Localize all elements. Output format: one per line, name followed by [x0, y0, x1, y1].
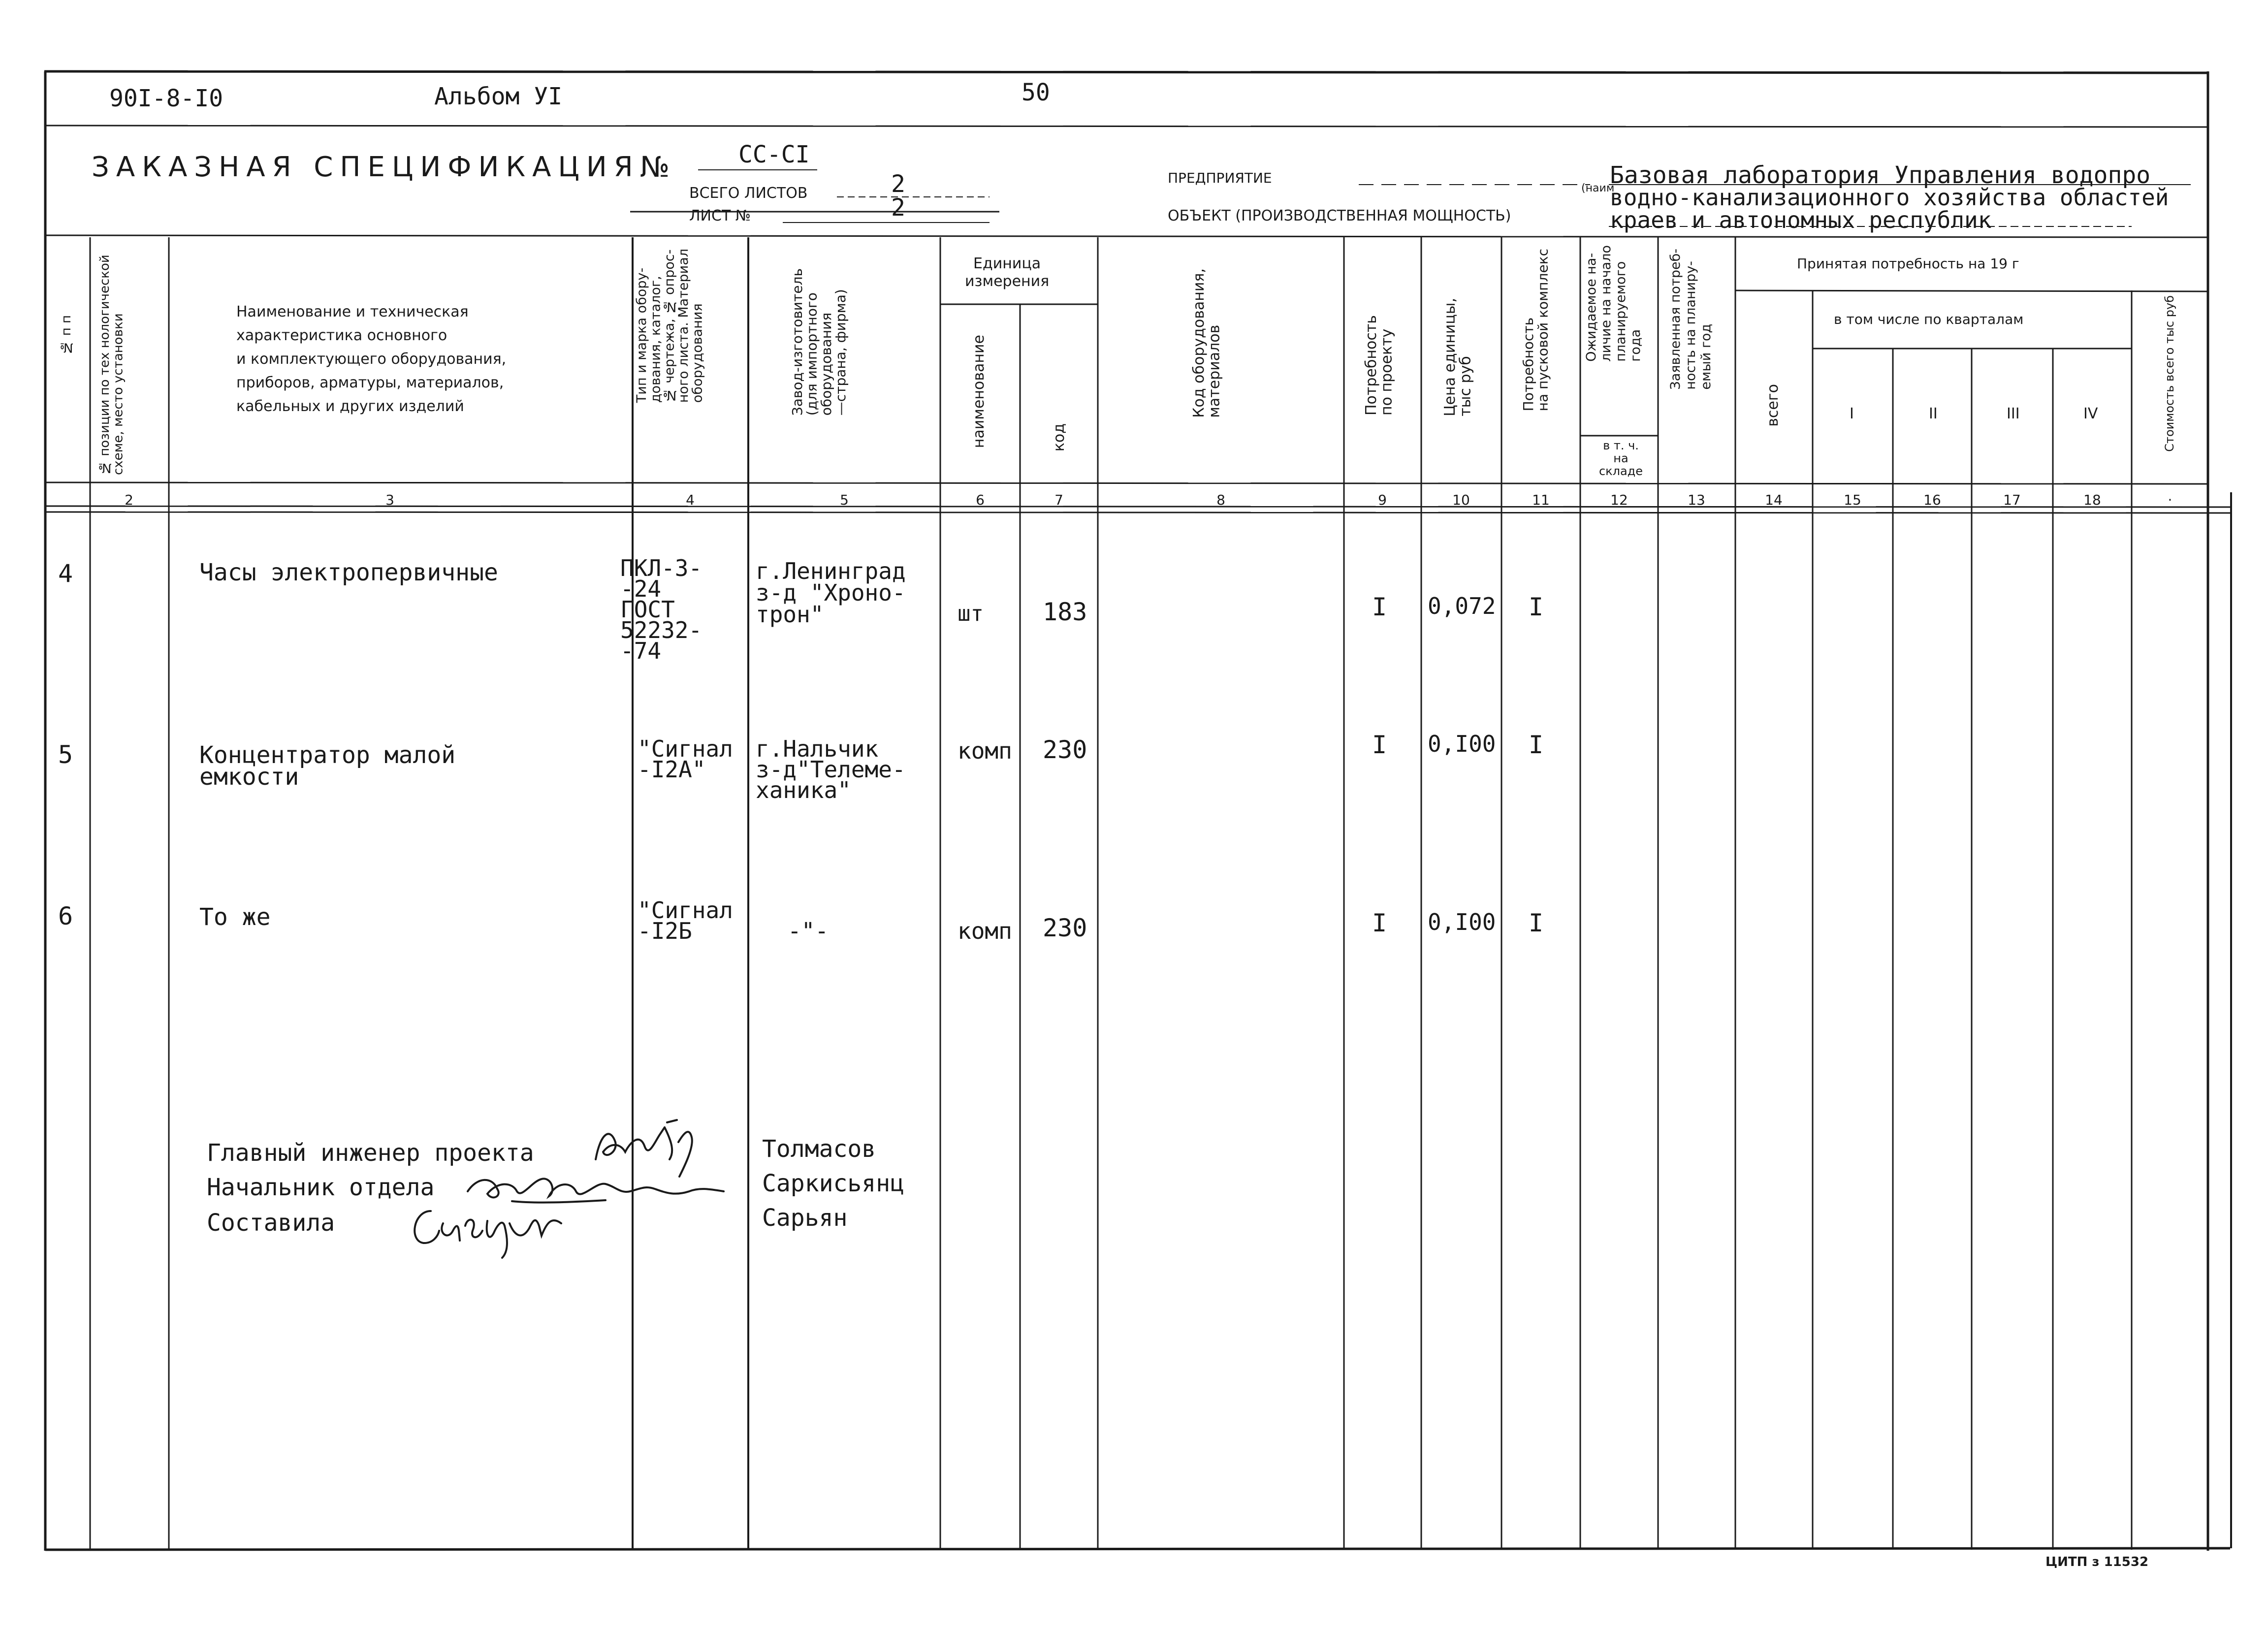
header-quarters-group: в том числе по кварталам [1834, 311, 2024, 327]
header-unit-price: Цена единицы, тыс руб [1441, 298, 1474, 416]
department-head-label: Начальник отдела [207, 1174, 435, 1201]
item-startup-need: I [1529, 593, 1544, 621]
item-unit-price: 0,072 [1428, 593, 1496, 619]
item-unit: шт [958, 601, 984, 626]
header-project-need: Потребность по проекту [1363, 315, 1396, 416]
column-number: 18 [2083, 492, 2101, 508]
item-unit-price: 0,I00 [1428, 909, 1496, 935]
document-code: 90I-8-I0 [109, 85, 224, 112]
item-project-need: I [1372, 593, 1387, 621]
row-number: 4 [58, 559, 73, 588]
column-number: 5 [840, 492, 849, 508]
item-startup-need: I [1529, 909, 1544, 937]
column-number: 4 [686, 492, 695, 508]
header-name: Наименование и техническая характеристика основного и комплектующего оборудования, приборов, арматуры, материалов, кабельных и других изделий [236, 303, 507, 415]
sheet-number-value: 2 [891, 194, 905, 222]
compiler-label: Составила [207, 1209, 335, 1237]
column-number: 3 [385, 492, 394, 508]
compiler-signature [404, 1196, 581, 1260]
header-declared-need: Заявленная потреб- ность на планиру- емый год [1668, 249, 1714, 390]
item-manufacturer: г.Ленинград з-д "Хроно- трон" [756, 558, 906, 628]
form-title: ЗАКАЗНАЯ СПЕЦИФИКАЦИЯ [92, 151, 640, 183]
header-startup-need: Потребность на пусковой комплекс [1520, 249, 1551, 412]
header-q1: I [1850, 405, 1854, 422]
item-project-need: I [1372, 909, 1387, 937]
sheets-total-value: 2 [891, 170, 905, 198]
item-unit: комп [958, 918, 1012, 944]
column-number: 6 [976, 492, 985, 508]
print-stamp: ЦИТП з 11532 [2045, 1555, 2149, 1569]
column-number: 8 [1216, 492, 1225, 508]
item-unit-code: 183 [1043, 598, 1087, 626]
column-number: 2 [125, 492, 133, 508]
enterprise-label: ПРЕДПРИЯТИЕ [1168, 170, 1272, 186]
item-name: Часы электропервичные [199, 559, 498, 586]
item-name: Концентратор малой емкости [199, 741, 456, 791]
column-number: · [2168, 492, 2172, 508]
header-type: Тип и марка обору- дования, каталог, № чертежа, № опрос- ного листа. Материал оборудования [634, 249, 705, 403]
header-q4: IV [2083, 405, 2098, 422]
enterprise-line-2: водно-канализационного хозяйства областей [1610, 184, 2169, 211]
album-label: Альбом УI [434, 83, 563, 110]
page-number: 50 [1022, 79, 1050, 106]
header-q3: III [2007, 405, 2020, 422]
header-total: всего [1764, 384, 1782, 427]
enterprise-line-1: Базовая лаборатория Управления водопро [1610, 161, 2151, 189]
department-head-name: Саркисьянц [762, 1170, 904, 1197]
item-startup-need: I [1529, 731, 1544, 759]
header-accepted-group: Принятая потребность на 19 г [1797, 255, 2019, 272]
object-prefix: (наим [1581, 182, 1615, 194]
item-unit: комп [958, 737, 1012, 764]
number-sign: № [640, 150, 670, 184]
item-unit-price: 0,I00 [1428, 731, 1496, 757]
row-number: 6 [58, 902, 73, 930]
column-number: 11 [1532, 492, 1550, 508]
header-expected-stock: Ожидаемое на- личие на начало планируемого года [1584, 245, 1643, 362]
column-number: 17 [2003, 492, 2021, 508]
sheets-total-label: ВСЕГО ЛИСТОВ [689, 185, 808, 202]
row-number: 5 [58, 740, 73, 769]
sheet-number-label: ЛИСТ № [689, 207, 751, 224]
chief-engineer-name: Толмасов [762, 1135, 876, 1163]
item-project-need: I [1372, 731, 1387, 759]
column-number: 12 [1610, 492, 1628, 508]
chief-engineer-label: Главный инженер проекта [207, 1139, 534, 1167]
enterprise-line-3: краев и автономных республик [1610, 207, 1992, 233]
column-number: 9 [1378, 492, 1387, 508]
column-number: 15 [1844, 492, 1861, 508]
column-number: 10 [1452, 492, 1470, 508]
header-q2: II [1929, 405, 1938, 422]
header-cost-total: Стоимость всего тыс руб [2163, 295, 2176, 452]
header-unit-group: Единица измерения [965, 255, 1050, 290]
item-unit-code: 230 [1043, 735, 1087, 764]
compiler-name: Сарьян [762, 1204, 848, 1232]
header-unit-name: наименование [970, 335, 988, 448]
object-label: ОБЪЕКТ (ПРОИЗВОДСТВЕННАЯ МОЩНОСТЬ) [1168, 207, 1511, 224]
header-equipment-code: Код оборудования, материалов [1190, 268, 1223, 418]
header-row-number: № п п [59, 315, 74, 355]
column-number: 7 [1054, 492, 1063, 508]
item-type: "Сигнал -I2Б [638, 897, 733, 944]
header-position: № позиции по тех нологической схеме, место установки [97, 255, 126, 475]
item-manufacturer: г.Нальчик з-д"Телеме- ханика" [756, 735, 906, 803]
item-type: ПКЛ-3- -24 ГОСТ 52232- -74 [620, 555, 703, 664]
item-type: "Сигнал -I2А" [638, 735, 733, 783]
item-unit-code: 230 [1043, 914, 1087, 942]
header-warehouse: в т. ч. на складе [1598, 439, 1643, 478]
header-manufacturer: Завод-изготовитель (для импортного оборудования —страна, фирма) [789, 268, 849, 416]
column-number: 16 [1923, 492, 1941, 508]
header-unit-code: код [1051, 423, 1068, 452]
item-manufacturer: -"- [788, 918, 829, 944]
column-number: 13 [1688, 492, 1705, 508]
column-number: 14 [1765, 492, 1783, 508]
specification-number: СС-СI [738, 141, 810, 168]
item-name: То же [199, 903, 271, 931]
